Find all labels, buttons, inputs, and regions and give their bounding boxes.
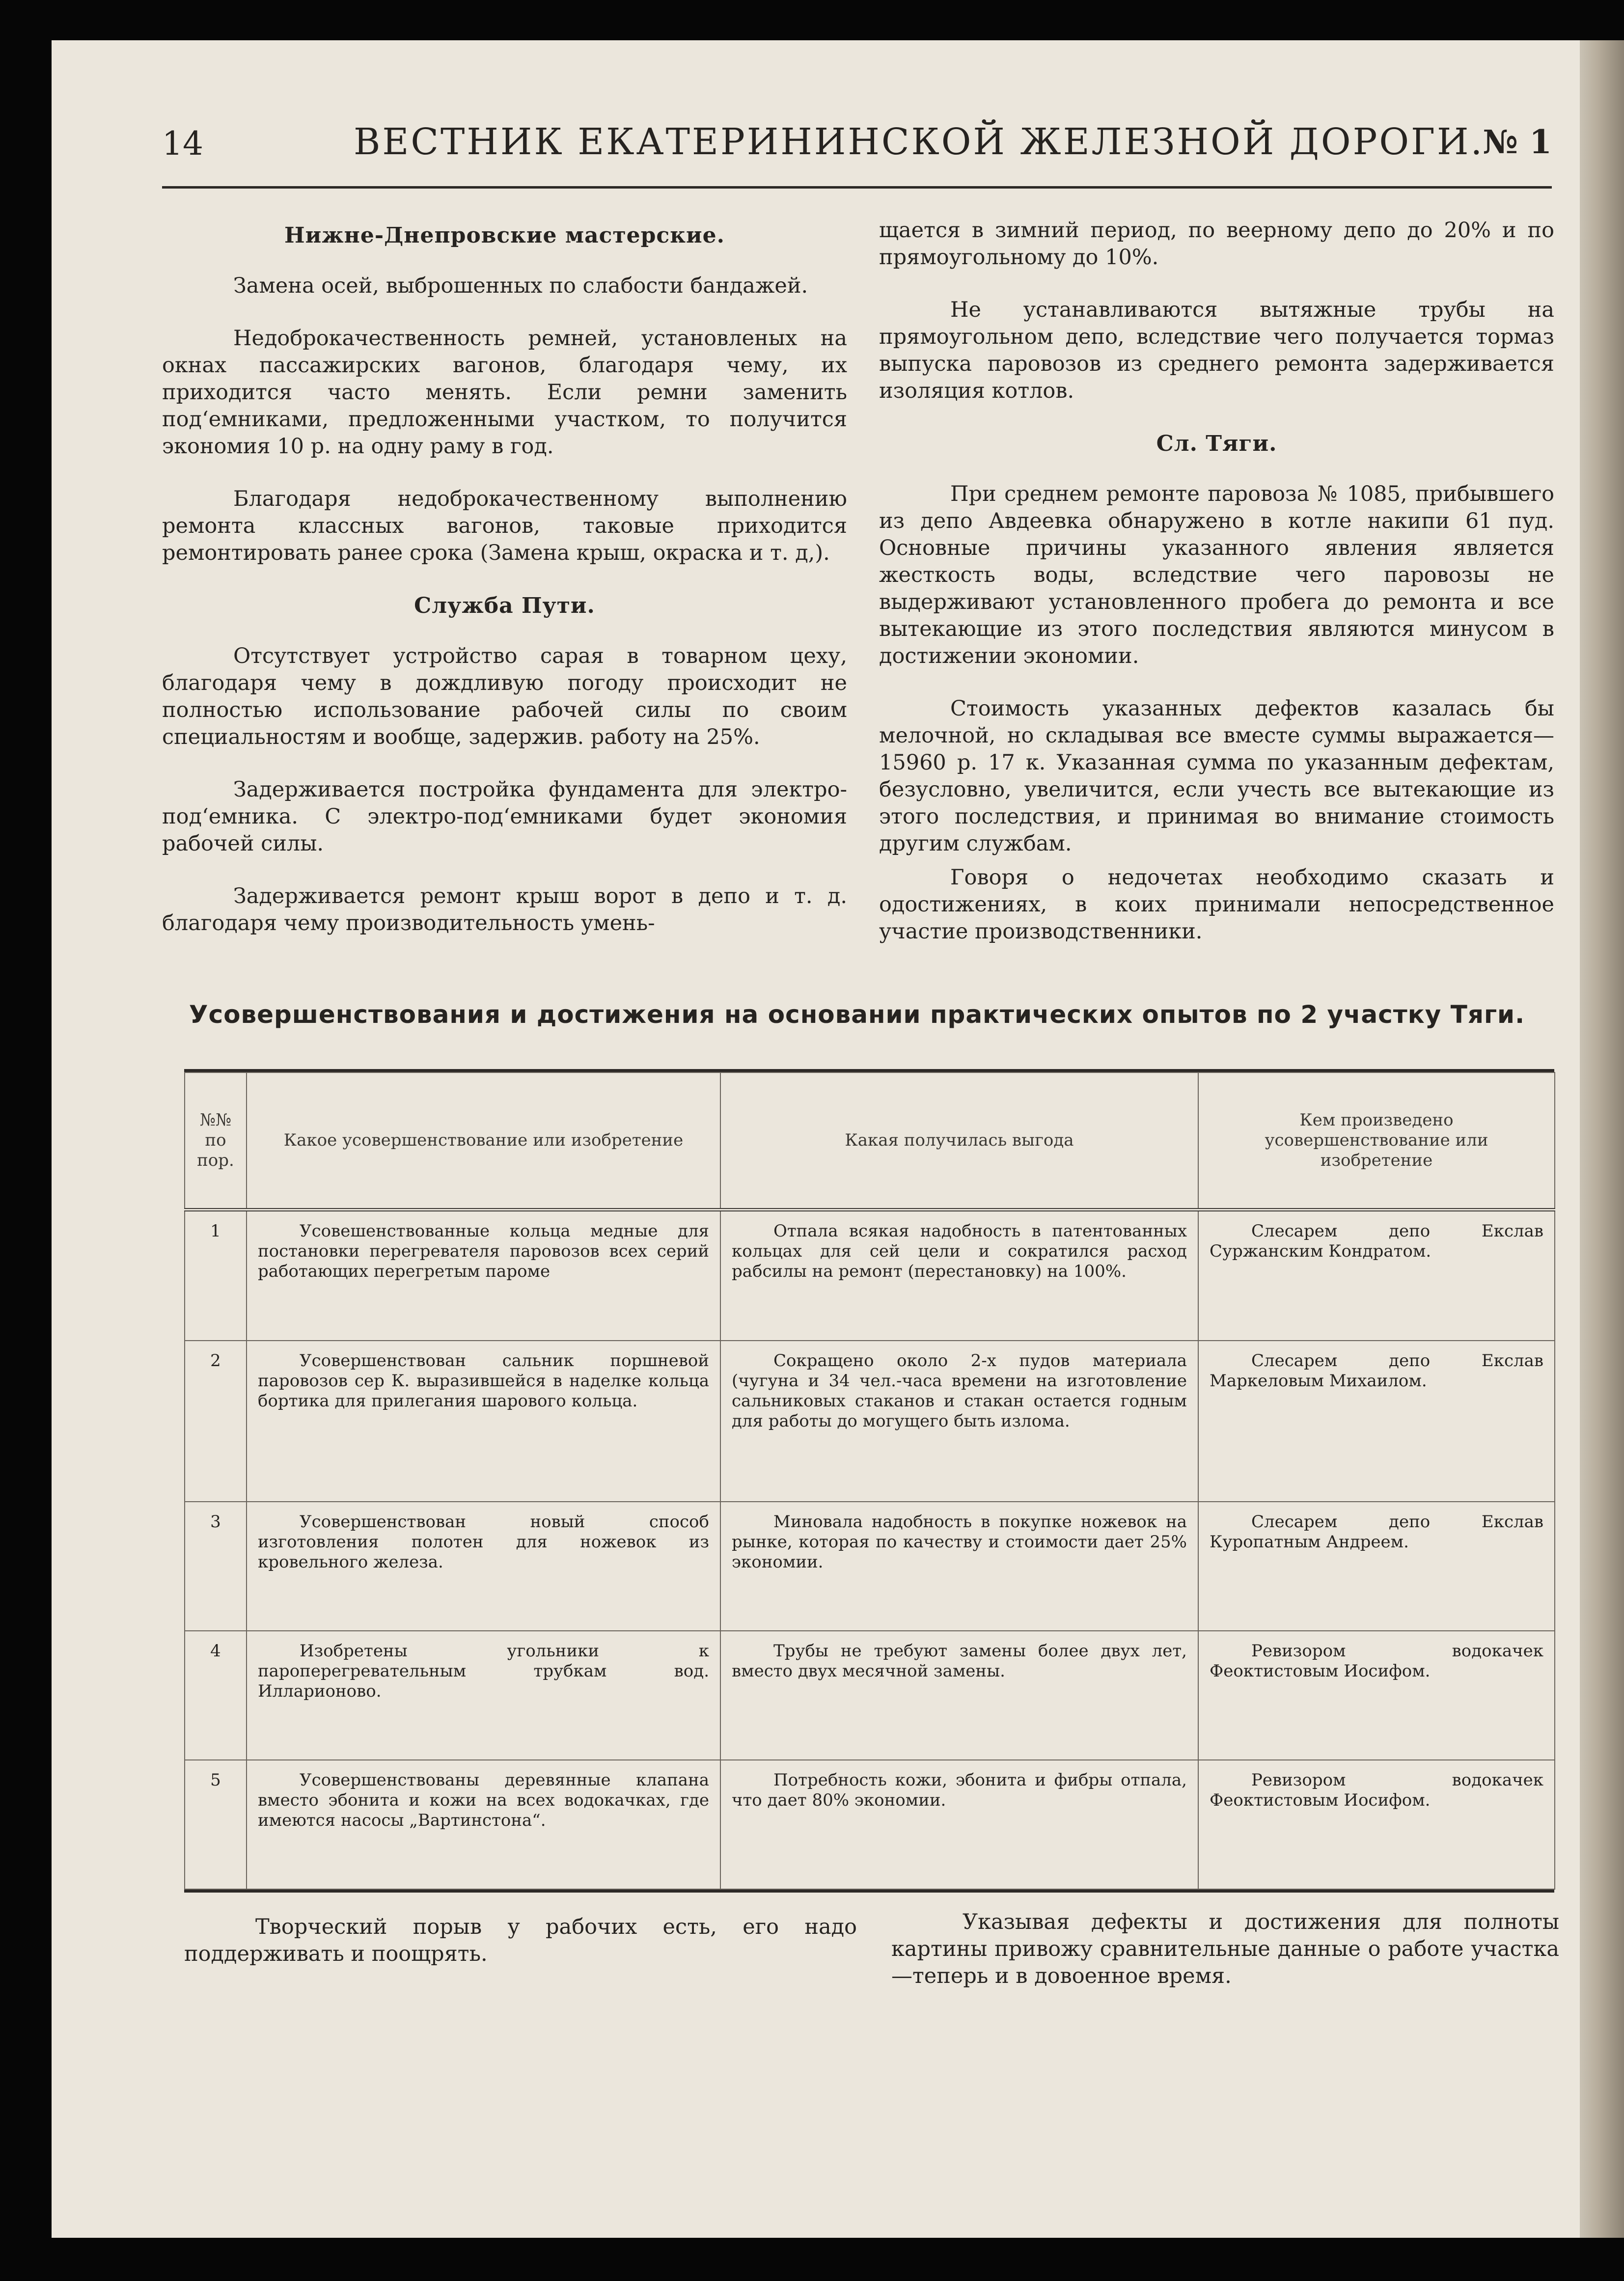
- paragraph: Задерживается ремонт крыш ворот в депо и т. д. благодаря чему производительность умень-: [162, 884, 847, 935]
- row-num: 3: [185, 1502, 247, 1631]
- header-benefit: Какая получилась выгода: [720, 1072, 1198, 1210]
- header-improvement: Какое усовершенствование или изобретение: [247, 1072, 720, 1210]
- paragraph: Говоря о недочетах необходимо сказать и одостижениях, в коих принимали непосредственное участие производственники.: [879, 865, 1554, 944]
- page-sheet: [52, 40, 1624, 2238]
- issue-number: № 1: [1483, 123, 1552, 161]
- paragraph: Замена осей, выброшенных по слабости бандажей.: [233, 274, 808, 298]
- paragraph: Отсутствует устройство сарая в товарном цеху, благодаря чему в дождливую погоду происходит не полностью использование рабочей силы по своим специальностям и вообще, задержив. работу на 25%.: [162, 644, 847, 749]
- row-improvement: Усовершенствован новый способ изготовления полотен для ножевок из кровельного железа.: [258, 1512, 709, 1572]
- improvements-table: [184, 1069, 1554, 1893]
- row-num: 4: [185, 1631, 247, 1760]
- row-benefit: Потребность кожи, эбонита и фибры отпала, что дает 80% экономии.: [732, 1770, 1187, 1811]
- table-row: [185, 1341, 1555, 1502]
- row-num: 1: [185, 1210, 247, 1341]
- table-row: [185, 1631, 1555, 1760]
- table-header-row: [185, 1072, 1555, 1210]
- row-author: Ревизором водокачек Феоктистовым Иосифом.: [1210, 1641, 1543, 1681]
- header-rule: [162, 186, 1552, 189]
- row-improvement: Изобретены угольники к пароперегревательным трубкам вод. Илларионово.: [258, 1641, 709, 1702]
- row-author: Слесарем депо Екслав Маркеловым Михаилом.: [1210, 1351, 1543, 1391]
- right-column: [879, 217, 1554, 945]
- row-benefit: Миновала надобность в покупке ножевок на рынке, которая по качеству и стоимости дает 25% экономии.: [732, 1512, 1187, 1572]
- header-num: №№ по пор.: [185, 1072, 247, 1210]
- row-benefit: Трубы не требуют замены более двух лет, вместо двух месячной замены.: [732, 1641, 1187, 1681]
- table-row: [185, 1760, 1555, 1889]
- page-number: 14: [162, 125, 203, 163]
- closing-paragraph-left: [184, 1914, 857, 1968]
- row-improvement: Усовершенствован сальник поршневой паровозов сер К. выразившейся в наделке кольца бортика для прилегания шарового кольца.: [258, 1351, 709, 1411]
- running-header: [162, 119, 1552, 173]
- row-benefit: Отпала всякая надобность в патентованных кольцах для сей цели и сократился расход рабсилы на ремонт (перестановку) на 100%.: [732, 1221, 1187, 1281]
- paragraph: Не устанавливаются вытяжные трубы на прямоугольном депо, вследствие чего получается тормаз выпуска паровозов из среднего ремонта задерживается изоляция котлов.: [879, 298, 1554, 403]
- table-title: Усовершенствования и достижения на основании практических опытов по 2 участку Тяги.: [189, 1000, 1525, 1029]
- row-author: Ревизором водокачек Феоктистовым Иосифом.: [1210, 1770, 1543, 1811]
- row-improvement: Усовершенствованы деревянные клапана вместо эбонита и кожи на всех водокачках, где имеются насосы „Вартинстона“.: [258, 1770, 709, 1831]
- journal-title: ВЕСТНИК ЕКАТЕРИНИНСКОЙ ЖЕЛЕЗНОЙ ДОРОГИ.: [354, 121, 1485, 163]
- next-page-edge: [1580, 40, 1624, 2238]
- paragraph: Недоброкачественность ремней, установленых на окнах пассажирских вагонов, благодаря чему, их приходится часто менять. Если ремни заменить под‘емниками, предложенными участком, то получится экономия 10 р. на одну раму в год.: [162, 326, 847, 459]
- paragraph: При среднем ремонте паровоза № 1085, прибывшего из депо Авдеевка обнаружено в котле накипи 61 пуд. Основные причины указанного явления является жесткость воды, вследствие чего паровозы не выдерживают установленного пробега до ремонта и все вытекающие из этого последствия являются минусом в достижении экономии.: [879, 482, 1554, 668]
- table-row: [185, 1210, 1555, 1341]
- paragraph: Указывая дефекты и достижения для полноты картины привожу сравнительные данные о работе участка—теперь и в довоенное время.: [891, 1910, 1559, 1988]
- row-author: Слесарем депо Екслав Куропатным Андреем.: [1210, 1512, 1543, 1552]
- closing-paragraph-right: [891, 1909, 1559, 1990]
- row-num: 2: [185, 1341, 247, 1502]
- paragraph: Творческий порыв у рабочих есть, его надо поддерживать и поощрять.: [184, 1915, 857, 1966]
- paragraph: щается в зимний период, по веерному депо до 20% и по прямоугольному до 10%.: [879, 218, 1554, 270]
- row-improvement: Усовешенствованные кольца медные для постановки перегревателя паровозов всех серий работающих перегретым пароме: [258, 1221, 709, 1281]
- row-num: 5: [185, 1760, 247, 1889]
- section-heading-sl-tyagi: Сл. Тяги.: [1156, 431, 1277, 456]
- table-row: [185, 1502, 1555, 1631]
- left-column: [162, 222, 847, 937]
- section-heading-sluzhba-puti: Служба Пути.: [414, 593, 595, 618]
- paragraph: Задерживается постройка фундамента для электро-под‘емника. С электро-под‘емниками будет экономия рабочей силы.: [162, 777, 847, 856]
- paragraph: Стоимость указанных дефектов казалась бы мелочной, но складывая все вместе суммы выражается—15960 р. 17 к. Указанная сумма по указанным дефектам, безусловно, увеличится, если учесть все вытекающие из этого последствия, и принимая во внимание стоимость другим службам.: [879, 696, 1554, 856]
- header-author: Кем произведено усовершенствование или изобретение: [1198, 1072, 1555, 1210]
- section-heading-nizhne-dneprovskie: Нижне-Днепровские мастерские.: [284, 223, 725, 248]
- row-benefit: Сокращено около 2-х пудов материала (чугуна и 34 чел.-часа времени на изготовление сальниковых стаканов и стакан остается годным для работы до могущего быть излома.: [732, 1351, 1187, 1431]
- paragraph: Благодаря недоброкачественному выполнению ремонта классных вагонов, таковые приходится ремонтировать ранее срока (Замена крыш, окраска и т. д,).: [162, 487, 847, 565]
- row-author: Слесарем депо Екслав Суржанским Кондратом.: [1210, 1221, 1543, 1261]
